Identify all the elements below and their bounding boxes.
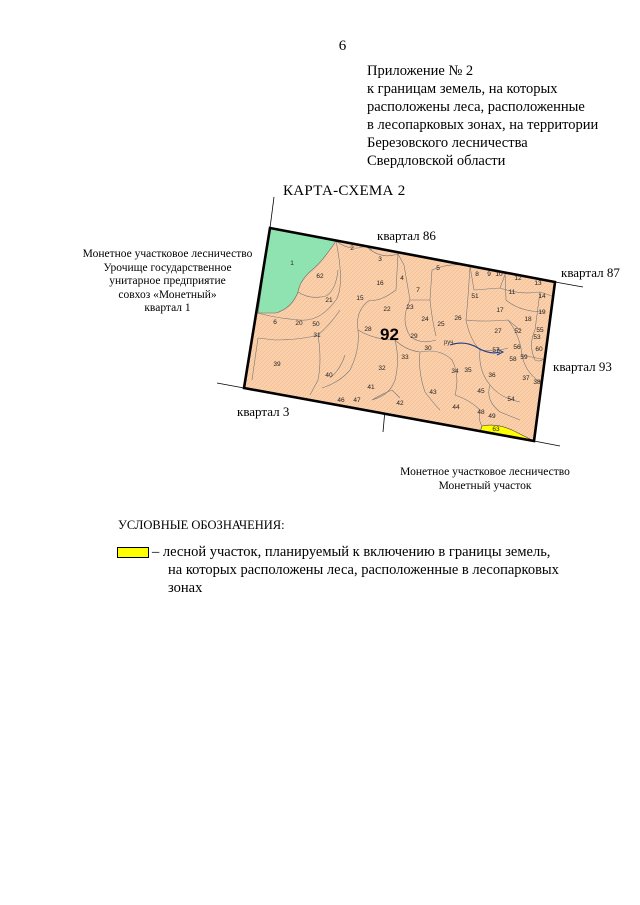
plot-number: 43 <box>429 389 437 396</box>
label-kvartal-87: квартал 87 <box>561 265 620 280</box>
plot-number: 38 <box>533 379 541 386</box>
kvartal-number: 92 <box>380 325 399 344</box>
plot-number: 8 <box>475 271 479 278</box>
appendix-line: Приложение № 2 <box>367 63 474 79</box>
plot-number: 9 <box>487 271 491 278</box>
plot-number: 30 <box>424 345 432 352</box>
plot-number: 55 <box>536 327 544 334</box>
plot-number: 23 <box>406 304 414 311</box>
label-line: квартал 1 <box>144 302 191 314</box>
label-line: Монетный участок <box>438 480 532 492</box>
plot-number: 50 <box>312 321 320 328</box>
plot-number: 4 <box>400 275 404 282</box>
plot-number: 12 <box>514 275 522 282</box>
appendix-line: расположены леса, расположенные <box>367 99 585 115</box>
plot-number: 60 <box>535 346 543 353</box>
plot-number: 52 <box>514 328 522 335</box>
legend-line: на которых расположены леса, расположенные в лесопарковых <box>168 562 559 578</box>
appendix-line: Свердловской области <box>367 153 506 169</box>
plot-number: 54 <box>507 396 515 403</box>
plot-number: 7 <box>416 287 420 294</box>
plot-number: 53 <box>533 334 541 341</box>
plot-number: 17 <box>496 307 504 314</box>
label-kvartal-3: квартал 3 <box>237 404 290 419</box>
plot-number: 20 <box>295 320 303 327</box>
plot-number: 31 <box>313 332 321 339</box>
appendix-line: в лесопарковых зонах, на территории <box>367 117 599 133</box>
legend-text <box>152 543 559 597</box>
plot-number: 5 <box>436 265 440 272</box>
label-south-neighbor <box>380 465 590 493</box>
plot-number: 35 <box>464 367 472 374</box>
plot-number: 33 <box>401 354 409 361</box>
plot-number: 2 <box>350 245 354 252</box>
plot-number: 42 <box>396 400 404 407</box>
legend-line: – лесной участок, планируемый к включению в границы земель, <box>152 544 551 560</box>
plot-number: 24 <box>421 316 429 323</box>
label-line: унитарное предприятие <box>109 275 226 287</box>
plot-number: 49 <box>488 413 496 420</box>
legend-swatch-yellow <box>117 547 149 558</box>
plot-number: 57 <box>492 347 500 354</box>
plot-number: 18 <box>524 316 532 323</box>
plot-number: 28 <box>364 326 372 333</box>
plot-number: 37 <box>522 375 530 382</box>
plot-number: 45 <box>477 388 485 395</box>
plot-number: 16 <box>376 280 384 287</box>
legend-line: зонах <box>168 580 203 596</box>
plot-number: 15 <box>356 295 364 302</box>
plot-number: 29 <box>410 333 418 340</box>
plot-number: 6 <box>273 319 277 326</box>
map-title: КАРТА-СХЕМА 2 <box>283 183 406 199</box>
plot-number: 11 <box>508 289 516 296</box>
label-line: Урочище государственное <box>103 261 232 274</box>
plot-number: 25 <box>437 321 445 328</box>
plot-number: 10 <box>495 271 503 278</box>
plot-number: 36 <box>488 372 496 379</box>
plot-number: 47 <box>353 397 361 404</box>
page-number: 6 <box>338 38 347 54</box>
plot-number: 58 <box>509 356 517 363</box>
plot-number: 39 <box>273 361 281 368</box>
plot-number: 56 <box>513 344 521 351</box>
label-line: Монетное участковое лесничество <box>400 466 570 478</box>
plot-number: 48 <box>477 409 485 416</box>
plot-number: 62 <box>316 273 324 280</box>
plot-number: 41 <box>367 384 375 391</box>
appendix-line: к границам земель, на которых <box>367 81 558 97</box>
plot-number: 59 <box>520 354 528 361</box>
plot-number: 63 <box>492 426 500 433</box>
plot-number: 13 <box>534 280 542 287</box>
label-west-neighbor <box>60 248 275 316</box>
plot-number: 40 <box>325 372 333 379</box>
plot-number: 51 <box>471 293 479 300</box>
label-line: совхоз «Монетный» <box>118 288 217 301</box>
appendix-line: Березовского лесничества <box>367 135 528 151</box>
label-kvartal-93: квартал 93 <box>553 359 612 374</box>
plot-number: 44 <box>452 404 460 411</box>
plot-number: 21 <box>325 297 333 304</box>
plot-number: 1 <box>290 260 294 267</box>
label-line: Монетное участковое лесничество <box>82 248 253 260</box>
plot-number: 19 <box>538 309 546 316</box>
plot-number: 22 <box>383 306 391 313</box>
plot-number: 14 <box>538 293 546 300</box>
plot-number: 46 <box>337 397 345 404</box>
plot-number: 32 <box>378 365 386 372</box>
creek-label: руч. <box>444 340 456 346</box>
plot-number: 26 <box>454 315 462 322</box>
plot-number: 27 <box>494 328 502 335</box>
legend-title: УСЛОВНЫЕ ОБОЗНАЧЕНИЯ: <box>118 518 285 532</box>
plot-number: 3 <box>378 256 382 263</box>
label-kvartal-86: квартал 86 <box>377 228 436 243</box>
plot-number: 34 <box>451 368 459 375</box>
